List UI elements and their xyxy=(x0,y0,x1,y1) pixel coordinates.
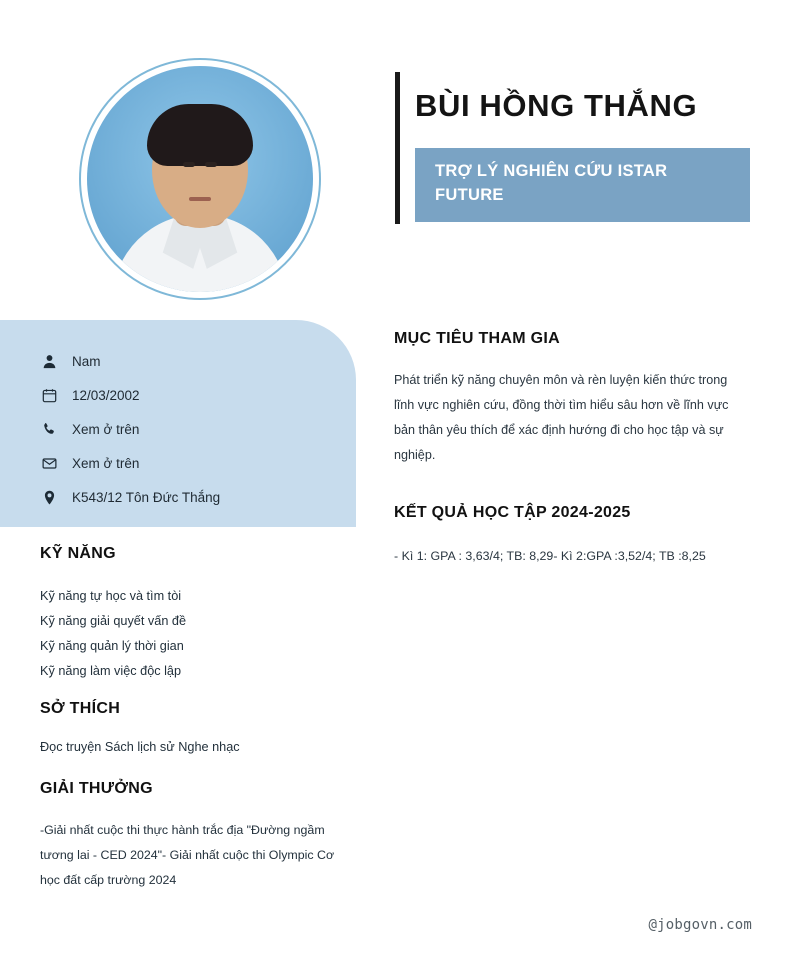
contact-row-birthdate xyxy=(42,378,342,412)
section-title-objective: MỤC TIÊU THAM GIA xyxy=(394,330,560,347)
contact-value: Xem ở trên xyxy=(72,421,140,437)
photo-eye-left xyxy=(183,162,195,167)
contact-value: Xem ở trên xyxy=(72,455,140,471)
name-divider xyxy=(395,72,400,224)
academic-results-text: - Kì 1: GPA : 3,63/4; TB: 8,29- Kì 2:GPA :3,52/4; TB :8,25 xyxy=(394,549,706,563)
person-icon xyxy=(42,354,68,369)
list-item: Kỹ năng giải quyết vấn đề xyxy=(40,614,187,628)
contact-row-email xyxy=(42,446,342,480)
hobbies-text: Đọc truyện Sách lịch sử Nghe nhạc xyxy=(40,740,240,754)
contact-row-address xyxy=(42,480,342,514)
page-title: BÙI HỒNG THẮNG xyxy=(415,88,698,123)
watermark: @jobgovn.com xyxy=(648,917,752,933)
portrait-photo xyxy=(87,66,313,292)
photo-mouth xyxy=(189,197,211,201)
phone-icon xyxy=(42,422,68,437)
contact-list xyxy=(42,344,342,514)
calendar-icon xyxy=(42,388,68,403)
section-title-academic-results: KẾT QUẢ HỌC TẬP 2024-2025 xyxy=(394,504,631,521)
job-role-badge: TRỢ LÝ NGHIÊN CỨU ISTAR FUTURE xyxy=(415,148,750,222)
photo-hair xyxy=(147,104,253,166)
photo-eye-right xyxy=(205,162,217,167)
list-item: Kỹ năng làm việc độc lập xyxy=(40,664,182,678)
mail-icon xyxy=(42,456,68,471)
contact-value: Nam xyxy=(72,353,101,369)
avatar xyxy=(79,58,321,300)
section-title-skills: KỸ NĂNG xyxy=(40,545,116,562)
contact-value: K543/12 Tôn Đức Thắng xyxy=(72,489,221,505)
contact-row-gender xyxy=(42,344,342,378)
location-icon xyxy=(42,490,68,505)
contact-value: 12/03/2002 xyxy=(72,387,140,403)
list-item: Kỹ năng tự học và tìm tòi xyxy=(40,589,182,603)
objective-text: Phát triển kỹ năng chuyên môn và rèn luyện kiến thức trong lĩnh vực nghiên cứu, đồng thời tìm hiểu sâu hơn về lĩnh vực bản thân yêu thích để xác định hướng đi cho học tập và sự nghiệp. xyxy=(394,373,729,462)
contact-row-phone xyxy=(42,412,342,446)
list-item: Kỹ năng quản lý thời gian xyxy=(40,639,184,653)
section-title-hobbies: SỞ THÍCH xyxy=(40,700,121,717)
skills-list xyxy=(40,584,345,684)
section-title-awards: GIẢI THƯỞNG xyxy=(40,780,153,797)
awards-text: -Giải nhất cuộc thi thực hành trắc địa "Đường ngầm tương lai - CED 2024"- Giải nhất cuộc thi Olympic Cơ học đất cấp trường 2024 xyxy=(40,823,335,887)
